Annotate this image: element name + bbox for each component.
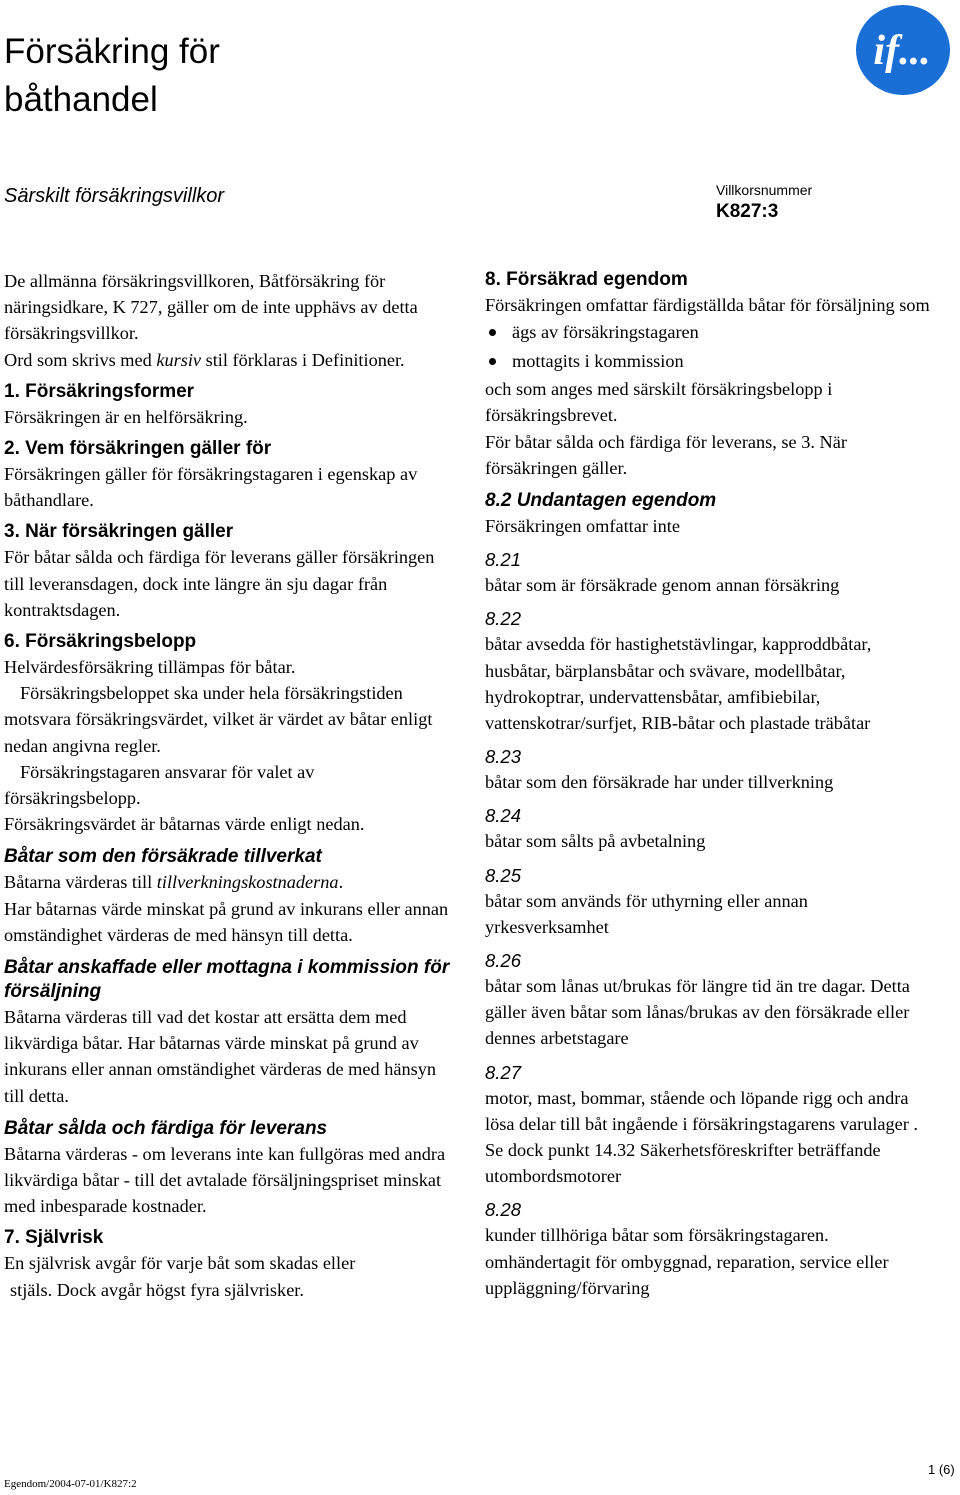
if-logo-icon [855,4,951,96]
list-item: ägs av försäkringstagaren [485,318,935,347]
section-1-heading: 1. Försäkringsformer [4,380,195,402]
intro-paragraph: De allmänna försäkringsvillkoren, Båtförsäkring för näringsidkare, K 727, gäller om de inte upphävs av detta försäkringsvillkor. [4,271,418,344]
item-number: 8.27 [485,1061,522,1083]
item-text: kunder tillhöriga båtar som försäkringstagaren. omhändertagit för ombyggnad, reparation, service eller uppläggning/förvaring [485,1225,889,1298]
section-1-text: Försäkringen är en helförsäkring. [4,406,248,427]
logo-text: if... [873,28,931,74]
item-number: 8.22 [485,608,522,630]
item-number: 8.21 [485,549,522,571]
right-column [485,268,935,1301]
section-2-heading: 2. Vem försäkringen gäller för [4,438,272,460]
left-column [4,268,454,1303]
section-6-text-4: Försäkringsvärdet är båtarnas värde enligt nedan. [4,814,365,835]
item-text: båtar som sålts på avbetalning [485,831,706,852]
section-7-heading: 7. Självrisk [4,1227,104,1249]
section-8-text: Försäkringen omfattar färdigställda båtar för försäljning som [485,295,930,315]
section-3-text: För båtar sålda och färdiga för leverans gäller försäkringen till leveransdagen, dock inte längre än sju dagar från kontraktsdagen. [4,547,435,620]
villkor-label: Villkorsnummer [716,182,813,198]
section-6-text-2: Försäkringsbeloppet ska under hela försäkringstiden motsvara försäkringsvärdet, vilket är värdet av båtar enligt nedan angivna regler. [4,683,433,756]
list-item: mottagits i kommission [485,347,935,376]
item-number: 8.28 [485,1199,522,1221]
section-6-text-1: Helvärdesförsäkring tillämpas för båtar. [4,657,296,678]
document-subtitle: Särskilt försäkringsvillkor [4,185,225,207]
item-number: 8.25 [485,864,522,886]
page-number: 1 (6) [928,1462,955,1477]
item-text: båtar som används för uthyrning eller annan yrkesverksamhet [485,890,808,937]
document-title [4,28,220,124]
section-8-2-text: Försäkringen omfattar inte [485,516,680,537]
title-line-1: Försäkring för [4,32,220,71]
anskaffade-text: Båtarna värderas till vad det kostar att ersätta dem med likvärdiga båtar. Har båtarnas värde minskat på grund av inkurans eller annan omständighet värderas de med hänsyn till detta. [4,1007,437,1106]
section-3-heading: 3. När försäkringen gäller [4,521,234,543]
item-number: 8.23 [485,746,522,768]
item-number: 8.24 [485,805,522,827]
section-6-heading: 6. Försäkringsbelopp [4,631,197,653]
section-8-text-2: och som anges med särskilt försäkringsbelopp i försäkringsbrevet. [485,379,833,426]
section-7-text-1: En självrisk avgår för varje båt som skadas eller [4,1253,356,1274]
if-logo [855,4,951,96]
item-text: motor, mast, bommar, stående och löpande rigg och andra lösa delar till båt ingående i försäkringstagarens varulager . Se dock punkt 14.32 Säkerhetsföreskrifter beträffande utombordsmotorer [485,1087,919,1187]
section-7-text-2: stjäls. Dock avgår högst fyra självrisker. [10,1279,304,1300]
definitions-note: Ord som skrivs med kursiv stil förklaras i Definitioner. [4,349,405,370]
item-number: 8.26 [485,950,522,972]
salda-text: Båtarna värderas - om leverans inte kan fullgöras med andra likvärdiga båtar - till det avtalade försäljningspriset minskat med inbesparade kostnader. [4,1143,446,1217]
section-2-text: Försäkringen gäller för försäkringstagaren i egenskap av båthandlare. [4,464,418,511]
item-text: båtar som den försäkrade har under tillverkning [485,772,834,793]
footer-code: Egendom/2004-07-01/K827:2 [4,1478,137,1490]
section-8-bullets [485,318,935,376]
anskaffade-heading: Båtar anskaffade eller mottagna i kommission för försäljning [4,957,450,1003]
tillverkat-heading: Båtar som den försäkrade tillverkat [4,846,322,868]
item-text: båtar som lånas ut/brukas för längre tid än tre dagar. Detta gäller även båtar som lånas/brukas av den försäkrade eller dennes arbetstagare [485,976,910,1049]
title-line-2: båthandel [4,80,158,119]
tillverkat-text-1: Båtarna värderas till tillverkningskostnaderna. [4,872,344,893]
section-8-heading: 8. Försäkrad egendom [485,269,688,290]
section-6-text-3: Försäkringstagaren ansvarar för valet av försäkringsbelopp. [4,761,315,809]
bullet-icon [489,329,496,336]
section-8-2-heading: 8.2 Undantagen egendom [485,490,717,512]
item-text: båtar avsedda för hastighetstävlingar, kapproddbåtar, husbåtar, bärplansbåtar och svävare, modellbåtar, hydrokoptrar, undervattensbåtar, amfibiebilar, vattenskotrar/surfjet, RIB-båtar och plastade träbåtar [485,634,872,734]
villkor-number: K827:3 [716,201,779,222]
item-text: båtar som är försäkrade genom annan försäkring [485,575,840,596]
salda-heading: Båtar sålda och färdiga för leverans [4,1117,328,1139]
tillverkat-text-2: Har båtarnas värde minskat på grund av inkurans eller annan omständighet värderas de med hänsyn till detta. [4,898,449,945]
kursiv-word: kursiv [156,349,202,370]
bullet-icon [489,358,496,365]
section-8-text-3: För båtar sålda och färdiga för leverans, se 3. När försäkringen gäller. [485,431,847,478]
